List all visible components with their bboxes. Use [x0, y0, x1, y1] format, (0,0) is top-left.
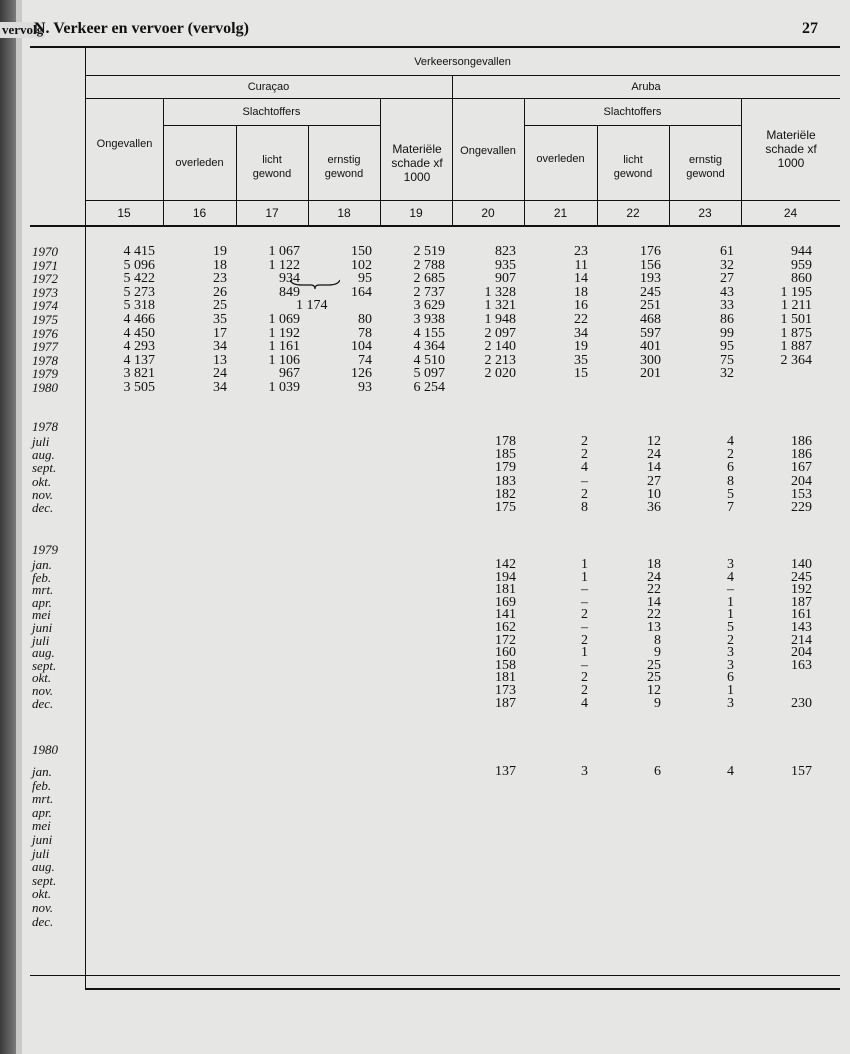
column-number: 19: [409, 206, 423, 220]
column-number: 18: [337, 206, 351, 220]
table-row: [0, 860, 850, 874]
header-slachtoffers-curacao: Slachtoffers: [242, 106, 301, 118]
cell-col-24: 186: [791, 434, 812, 449]
cell-col-18: 74: [358, 352, 372, 368]
table-row: [0, 313, 850, 327]
previous-page-stub: vervolg: [2, 22, 44, 37]
cell-col-21: 22: [574, 312, 588, 327]
cell-col-23: 3: [727, 695, 734, 711]
cell-col-24: 1 875: [780, 325, 812, 341]
cell-col-22: 13: [647, 620, 661, 635]
row-label: 1978: [32, 419, 58, 434]
column-number: 22: [626, 206, 640, 220]
cell-col-15: 3 821: [123, 366, 155, 382]
row-label: okt.: [32, 886, 52, 902]
cell-col-20: 182: [495, 486, 516, 502]
cell-col-24: 140: [791, 557, 812, 572]
cell-col-22: 468: [640, 312, 661, 327]
cell-col-20: 179: [495, 460, 516, 476]
cell-col-24: 153: [791, 486, 812, 502]
cell-col-21: 2: [581, 434, 588, 449]
cell-col-21: 2: [581, 447, 588, 463]
cell-col-20: 181: [495, 582, 516, 598]
cell-col-20: 175: [495, 500, 516, 515]
column-number: 24: [783, 206, 798, 220]
cell-col-21: 2: [581, 670, 588, 686]
cell-col-23: 75: [720, 352, 734, 368]
header-curacao: Curaçao: [247, 81, 290, 93]
cell-col-15: 4 466: [123, 312, 155, 327]
cell-col-15: 4 137: [123, 352, 155, 368]
cell-col-21: 16: [574, 298, 588, 314]
cell-col-21: 34: [574, 325, 588, 341]
cell-col-19: 4 364: [413, 339, 445, 355]
header-ongevallen-aruba: Ongevallen: [460, 145, 516, 157]
cell-col-24: 204: [791, 645, 812, 661]
cell-col-20: 2 020: [484, 366, 516, 382]
cell-col-22: 251: [640, 298, 661, 314]
cell-col-24: 167: [791, 460, 812, 476]
cell-col-23: 43: [720, 284, 734, 300]
cell-col-21: 8: [581, 500, 588, 515]
cell-col-15: 5 273: [123, 284, 155, 300]
row-label: mei: [32, 607, 51, 623]
cell-col-24: 230: [791, 695, 812, 711]
row-label: juni: [32, 620, 53, 635]
cell-col-23: 3: [727, 557, 734, 572]
cell-col-24: 1 211: [781, 298, 812, 314]
cell-col-20: 178: [495, 434, 516, 449]
cell-col-21: 2: [581, 486, 588, 502]
cell-col-21: 11: [574, 257, 588, 273]
row-label: 1972: [32, 271, 58, 287]
cell-col-20: 142: [495, 557, 516, 572]
row-label: nov.: [32, 683, 54, 698]
cell-col-20: 185: [495, 447, 516, 463]
cell-col-23: 27: [720, 271, 734, 287]
cell-col-17: 934: [279, 271, 300, 287]
cell-col-21: 2: [581, 607, 588, 623]
cell-col-23: 8: [727, 473, 734, 489]
cell-col-16: 34: [213, 339, 227, 355]
cell-col-15: 3 505: [123, 380, 155, 395]
cell-col-24: 143: [791, 620, 812, 635]
cell-col-22: 22: [647, 607, 661, 623]
cell-col-21: 1: [581, 569, 588, 585]
table-row: [0, 779, 850, 793]
cell-col-20: 173: [495, 683, 516, 698]
cell-col-22: 10: [647, 486, 661, 502]
cell-col-22: 401: [640, 339, 661, 355]
header-schade-curacao: Materiële schade xf 1000: [391, 142, 443, 184]
cell-col-19: 2 788: [413, 257, 445, 273]
cell-col-16: 18: [213, 257, 227, 273]
header-ongevallen-curacao: Ongevallen: [96, 138, 153, 150]
row-label: juli: [32, 434, 50, 449]
row-label: dec.: [32, 913, 54, 929]
cell-col-24: 1 501: [780, 312, 812, 327]
row-label: aug.: [32, 645, 55, 661]
cell-col-17: 849: [279, 284, 300, 300]
cell-col-20: 194: [495, 569, 516, 585]
cell-col-21: 1: [581, 557, 588, 572]
row-label: jan.: [32, 557, 52, 572]
cell-col-15: 5 422: [123, 271, 155, 287]
cell-col-17: 1 069: [268, 312, 300, 327]
cell-col-18: 102: [351, 257, 372, 273]
cell-col-21: 35: [574, 352, 588, 368]
cell-col-21: –: [581, 657, 588, 673]
row-label: 1979: [32, 542, 58, 557]
row-label: 1978: [32, 352, 58, 368]
cell-col-19: 4 155: [413, 325, 445, 341]
cell-col-23: 1: [727, 607, 734, 623]
cell-col-24: 229: [791, 500, 812, 515]
row-label: aug.: [32, 859, 55, 875]
cell-col-21: –: [581, 582, 588, 598]
cell-col-23: 33: [720, 298, 734, 314]
cell-col-20: 183: [495, 473, 516, 489]
table-row: [0, 448, 850, 462]
cell-col-18: 126: [351, 366, 372, 382]
cell-col-17: 1 122: [268, 257, 300, 273]
cell-col-20: 1 321: [484, 298, 516, 314]
row-label: okt.: [32, 473, 52, 489]
column-number: 15: [117, 206, 131, 220]
cell-col-20: 2 097: [484, 325, 516, 341]
cell-col-23: 1: [727, 683, 734, 698]
cell-col-19: 6 254: [413, 380, 445, 395]
cell-col-15: 4 293: [123, 339, 155, 355]
cell-col-24: 944: [791, 244, 812, 259]
table-row: [0, 915, 850, 929]
row-label: 1979: [32, 366, 58, 382]
row-label: juli: [32, 845, 50, 861]
cell-col-22: 14: [647, 460, 661, 476]
table-row: [0, 806, 850, 820]
cell-col-23: 86: [720, 312, 734, 327]
row-label: mei: [32, 818, 51, 834]
cell-col-23: 6: [727, 460, 734, 476]
cell-col-19: 2 519: [413, 244, 445, 259]
cell-col-22: 18: [647, 557, 661, 572]
cell-col-15: 5 318: [123, 298, 155, 314]
row-label: 1971: [32, 257, 58, 273]
table-row: [0, 697, 850, 711]
cell-col-16: 13: [213, 352, 227, 368]
cell-col-20: 823: [495, 244, 516, 259]
header-overleden-aruba: overleden: [536, 153, 585, 165]
cell-col-24: 245: [791, 569, 812, 585]
table-row: [0, 819, 850, 833]
table-row: [0, 901, 850, 915]
cell-col-22: 201: [640, 366, 661, 382]
rule: [30, 975, 840, 976]
cell-col-22: 22: [647, 582, 661, 598]
table-row: [0, 381, 850, 395]
cell-col-22: 12: [647, 434, 661, 449]
header-schade-aruba: Materiële schade xf 1000: [765, 128, 817, 170]
cell-col-17: 1 067: [268, 244, 300, 259]
cell-col-23: 32: [720, 257, 734, 273]
cell-col-21: 1: [581, 645, 588, 661]
table-row: [0, 245, 850, 259]
cell-col-22: 24: [647, 447, 661, 463]
row-label: juli: [32, 632, 50, 648]
cell-col-21: 14: [574, 271, 588, 287]
cell-col-23: 4: [727, 434, 734, 449]
cell-col-24: 959: [791, 257, 812, 273]
cell-col-16: 19: [213, 244, 227, 259]
cell-col-19: 2 685: [413, 271, 445, 287]
cell-col-20: 935: [495, 257, 516, 273]
cell-col-21: 4: [581, 460, 588, 476]
cell-col-20: 187: [495, 695, 516, 711]
table-row: [0, 743, 850, 757]
cell-col-22: 176: [640, 244, 661, 259]
cell-col-21: 2: [581, 632, 588, 648]
cell-col-20: 2 213: [484, 352, 516, 368]
cell-col-22: 193: [640, 271, 661, 287]
header-slachtoffers-aruba: Slachtoffers: [603, 106, 662, 118]
column-number: 16: [192, 206, 207, 220]
cell-col-22: 9: [654, 695, 661, 711]
row-label: apr.: [32, 804, 52, 820]
table-bottom-rule: [85, 988, 840, 990]
table-row: [0, 543, 850, 557]
cell-col-18: 150: [351, 244, 372, 259]
cell-col-24: 187: [791, 594, 812, 610]
cell-col-22: 245: [640, 284, 661, 300]
column-number: 21: [553, 206, 568, 220]
cell-col-15: 4 450: [123, 325, 155, 341]
table-row: [0, 874, 850, 888]
header-licht-gewond-curacao: licht gewond: [252, 154, 292, 180]
header-aruba: Aruba: [631, 81, 661, 93]
cell-col-19: 3 938: [413, 312, 445, 327]
cell-col-17: 1 192: [268, 325, 300, 341]
cell-col-23: 4: [727, 569, 734, 585]
row-label: sept.: [32, 460, 57, 476]
cell-col-24: 1 195: [780, 284, 812, 300]
cell-col-23: 99: [720, 325, 734, 341]
cell-col-21: –: [581, 473, 588, 489]
row-label: 1980: [32, 380, 58, 395]
page-title: N. Verkeer en vervoer (vervolg): [34, 20, 249, 37]
cell-col-22: 6: [654, 764, 661, 779]
row-label: nov.: [32, 486, 54, 502]
header-ernstig-gewond-aruba: ernstig gewond: [686, 154, 725, 180]
cell-col-18: 93: [358, 380, 372, 395]
cell-col-23: 2: [727, 447, 734, 463]
row-label: 1977: [32, 339, 58, 355]
cell-col-21: 4: [581, 695, 588, 711]
row-label: sept.: [32, 657, 57, 673]
table-row: [0, 765, 850, 779]
cell-col-23: 4: [727, 764, 734, 779]
cell-col-21: 23: [574, 244, 588, 259]
page-number: 27: [802, 20, 818, 37]
header-overleden-curacao: overleden: [175, 157, 224, 169]
row-label: 1975: [32, 312, 58, 327]
column-number: 23: [698, 206, 712, 220]
cell-col-24: 161: [791, 607, 812, 623]
cell-col-20: 169: [495, 594, 516, 610]
cell-col-23: 6: [727, 670, 734, 686]
cell-col-16: 25: [213, 298, 227, 314]
row-label: jan.: [32, 764, 52, 779]
cell-col-19: 5 097: [413, 366, 445, 382]
cell-col-20: 1 328: [484, 284, 516, 300]
table-row: [0, 833, 850, 847]
cell-col-18: 104: [351, 339, 372, 355]
row-label: dec.: [32, 695, 54, 711]
cell-col-15: 5 096: [123, 257, 155, 273]
cell-col-17: 1 039: [268, 380, 300, 395]
cell-col-21: –: [581, 620, 588, 635]
cell-col-22: 25: [647, 657, 661, 673]
row-label: juni: [32, 832, 53, 847]
cell-col-19: 4 510: [413, 352, 445, 368]
table-row: [0, 475, 850, 489]
cell-col-18: 164: [351, 284, 372, 300]
cell-col-20: 172: [495, 632, 516, 648]
cell-col-23: 1: [727, 594, 734, 610]
cell-col-23: 95: [720, 339, 734, 355]
cell-col-16: 26: [213, 284, 227, 300]
row-label: sept.: [32, 872, 57, 888]
cell-col-24: 192: [791, 582, 812, 598]
cell-col-17: 1 161: [268, 339, 300, 355]
cell-col-22: 156: [640, 257, 661, 273]
header-bottom-rule: [30, 225, 840, 227]
cell-col-17: 1 106: [268, 352, 300, 368]
table-row: [0, 847, 850, 861]
cell-col-20: 907: [495, 271, 516, 287]
table-row: [0, 501, 850, 515]
cell-col-23: 61: [720, 244, 734, 259]
row-label: aug.: [32, 447, 55, 463]
cell-col-23: 5: [727, 620, 734, 635]
table-row: [0, 792, 850, 806]
cell-col-21: 18: [574, 284, 588, 300]
cell-col-16: 24: [213, 366, 227, 382]
cell-col-19: 3 629: [413, 298, 445, 314]
cell-col-16: 17: [213, 325, 227, 341]
row-label: 1974: [32, 298, 58, 314]
row-label: mrt.: [32, 791, 54, 807]
cell-col-22: 597: [640, 325, 661, 341]
cell-col-23: 3: [727, 657, 734, 673]
cell-col-22: 24: [647, 569, 661, 585]
cell-col-23: 5: [727, 486, 734, 502]
cell-col-24: 2 364: [780, 352, 812, 368]
row-label: dec.: [32, 500, 54, 515]
row-label: 1976: [32, 325, 58, 341]
cell-col-22: 300: [640, 352, 661, 368]
cell-col-19: 2 737: [413, 284, 445, 300]
cell-col-22: 12: [647, 683, 661, 698]
row-label: feb.: [32, 569, 52, 585]
header-licht-gewond-aruba: licht gewond: [613, 154, 653, 180]
table-row: [0, 488, 850, 502]
cell-col-24: 204: [791, 473, 812, 489]
table-row: [0, 420, 850, 434]
cell-col-20: 1 948: [484, 312, 516, 327]
cell-col-18: 80: [358, 312, 372, 327]
table-row: [0, 461, 850, 475]
cell-col-21: 19: [574, 339, 588, 355]
cell-col-20: 162: [495, 620, 516, 635]
header-verkeersongevallen: Verkeersongevallen: [414, 55, 511, 68]
cell-col-22: 14: [647, 594, 661, 610]
cell-col-24: 1 887: [780, 339, 812, 355]
row-label: feb.: [32, 777, 52, 793]
row-label: okt.: [32, 670, 52, 686]
brace-1973-1974: [290, 279, 340, 289]
cell-col-24: 860: [791, 271, 812, 287]
cell-col-21: 15: [574, 366, 588, 382]
cell-col-17: 967: [279, 366, 300, 382]
cell-col-24: 214: [791, 632, 812, 648]
row-label: mrt.: [32, 582, 54, 598]
row-label: apr.: [32, 594, 52, 610]
cell-col-23: 3: [727, 645, 734, 661]
column-number: 17: [265, 206, 279, 220]
cell-col-20: 2 140: [484, 339, 516, 355]
table-row: [0, 887, 850, 901]
cell-col-21: 3: [581, 764, 588, 779]
cell-col-20: 160: [495, 645, 516, 661]
cell-col-18: 95: [358, 271, 372, 287]
cell-col-22: 25: [647, 670, 661, 686]
cell-col-16: 35: [213, 312, 227, 327]
cell-col-24: 157: [791, 764, 812, 779]
row-label: 1980: [32, 742, 58, 757]
row-label: 1973: [32, 284, 58, 300]
cell-col-24: 186: [791, 447, 812, 463]
cell-col-15: 4 415: [123, 244, 155, 259]
cell-col-20: 141: [495, 607, 516, 623]
cell-col-20: 158: [495, 657, 516, 673]
cell-col-23: –: [727, 582, 734, 598]
cell-col-23: 2: [727, 632, 734, 648]
header-ernstig-gewond-curacao: ernstig gewond: [324, 154, 364, 180]
cell-col-21: –: [581, 594, 588, 610]
cell-col-22: 9: [654, 645, 661, 661]
row-label: nov.: [32, 900, 54, 915]
cell-col-18: 78: [358, 325, 372, 341]
cell-col-24: 163: [791, 657, 812, 673]
cell-col-22: 36: [647, 500, 661, 515]
cell-col-16: 34: [213, 380, 227, 395]
cell-col-23: 32: [720, 366, 734, 382]
cell-col-16: 23: [213, 271, 227, 287]
cell-col-23: 7: [727, 500, 734, 515]
cell-col-20: 181: [495, 670, 516, 686]
combined-gewond-1973-1974: 1 174: [296, 298, 328, 313]
row-label: 1970: [32, 244, 58, 259]
cell-col-21: 2: [581, 683, 588, 698]
cell-col-22: 8: [654, 632, 661, 648]
table-row: [0, 435, 850, 449]
column-number: 20: [481, 206, 495, 220]
cell-col-20: 137: [495, 764, 516, 779]
cell-col-22: 27: [647, 473, 661, 489]
